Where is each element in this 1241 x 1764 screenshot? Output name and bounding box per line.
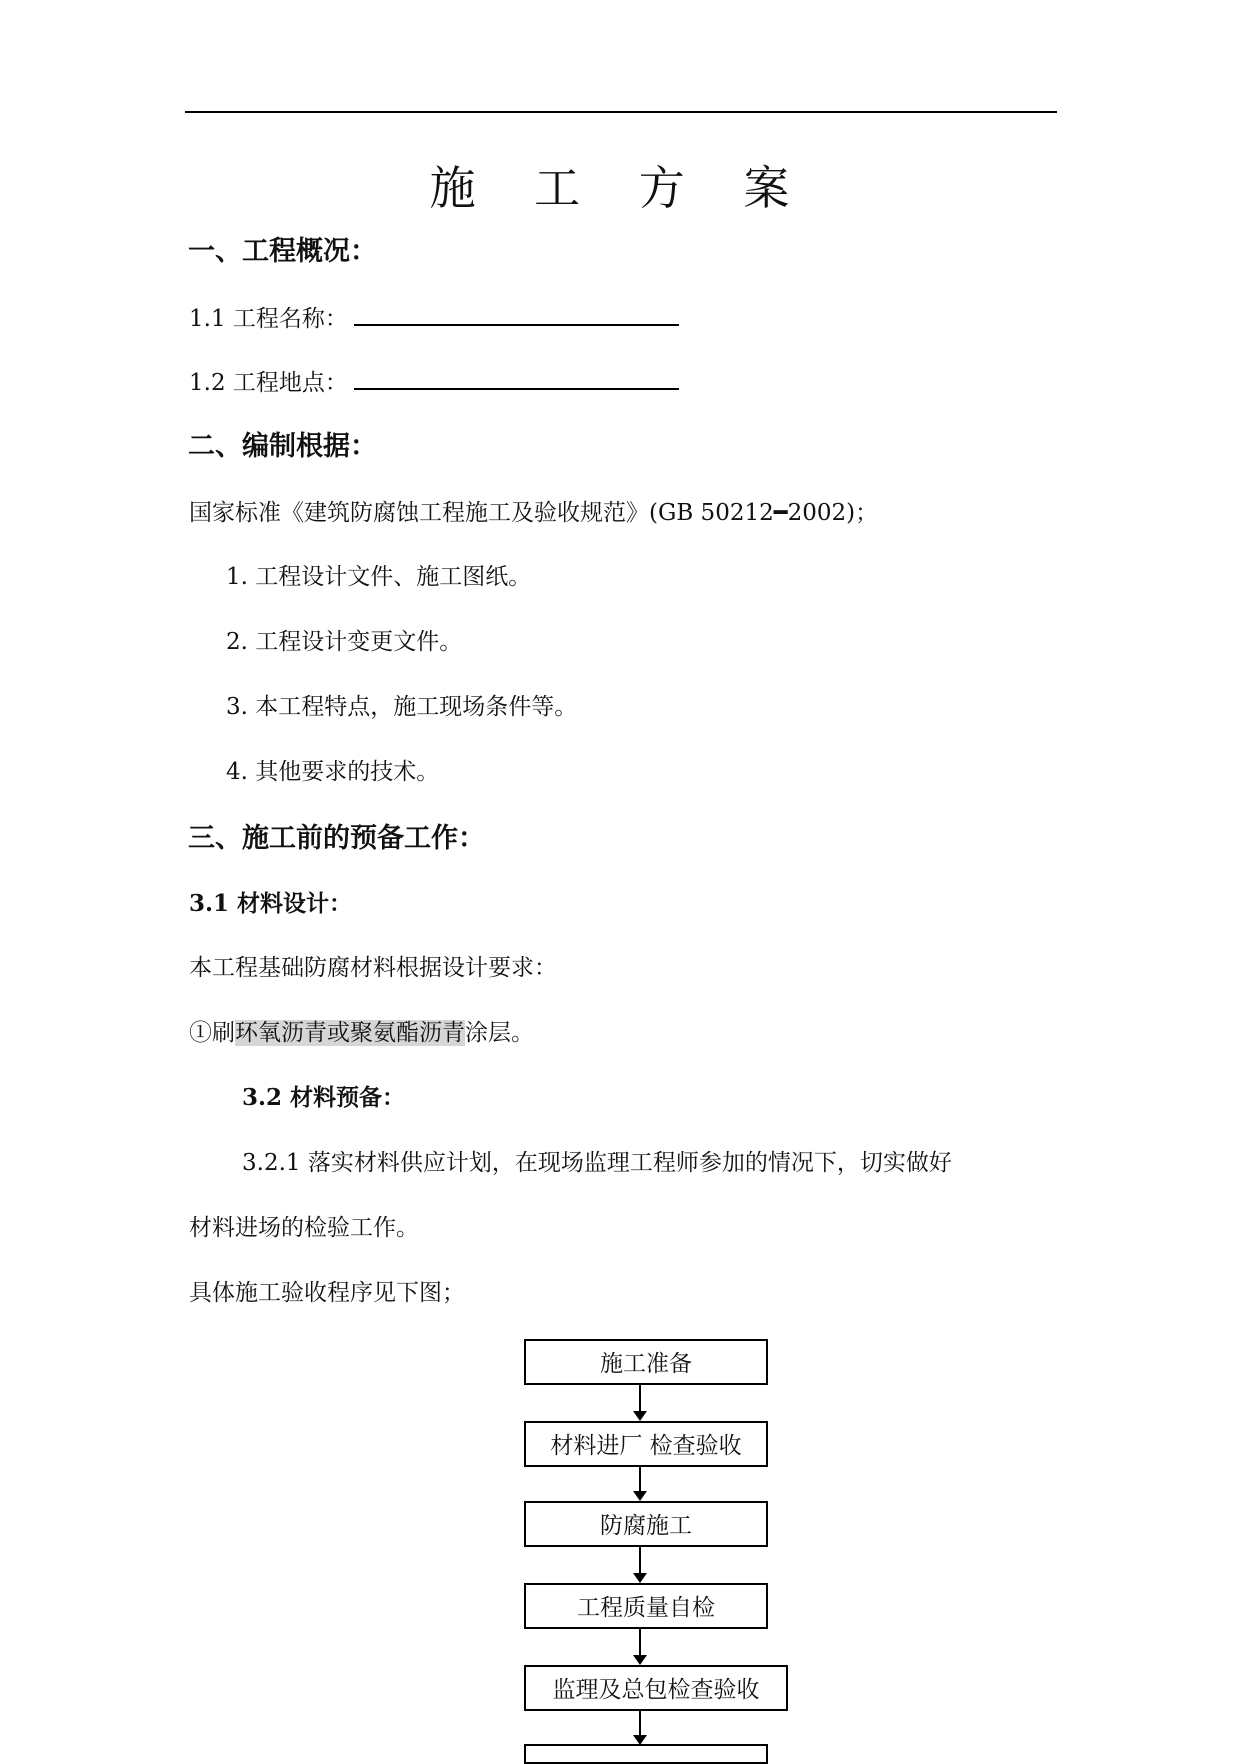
basis-item-2: 2. 工程设计变更文件。 xyxy=(226,629,463,655)
section-heading-preparation: 三、施工前的预备工作： xyxy=(188,823,485,854)
project-location-line xyxy=(189,364,679,397)
material-prep-line-2: 材料进场的检验工作。 xyxy=(189,1215,419,1241)
basis-item-1: 1. 工程设计文件、施工图纸。 xyxy=(226,564,532,590)
project-name-blank xyxy=(354,304,679,326)
material-prep-line-1: 3.2.1 落实材料供应计划，在现场监理工程师参加的情况下，切实做好 xyxy=(242,1150,952,1176)
flow-step-3: 防腐施工 xyxy=(524,1501,768,1547)
section-heading-basis: 二、编制根据： xyxy=(188,431,377,462)
flow-arrow-3 xyxy=(639,1547,641,1581)
flow-arrow-2 xyxy=(639,1467,641,1499)
material-design-text: 本工程基础防腐材料根据设计要求： xyxy=(189,955,557,981)
flow-intro: 具体施工验收程序见下图； xyxy=(189,1280,465,1306)
flow-arrow-4 xyxy=(639,1629,641,1663)
page-title: 施 工 方 案 xyxy=(429,161,812,215)
project-location-label: 1.2 工程地点： xyxy=(189,370,348,396)
flow-step-next-partial xyxy=(524,1744,768,1764)
flow-step-5: 监理及总包检查验收 xyxy=(524,1665,788,1711)
header-rule xyxy=(185,111,1057,113)
flow-step-1: 施工准备 xyxy=(524,1339,768,1385)
flow-arrow-1 xyxy=(639,1385,641,1419)
subsection-material-prep: 3.2 材料预备： xyxy=(242,1084,406,1111)
flow-step-4: 工程质量自检 xyxy=(524,1583,768,1629)
section-heading-overview: 一、工程概况： xyxy=(188,236,377,267)
basis-item-3: 3. 本工程特点，施工现场条件等。 xyxy=(226,694,578,720)
coating-highlight: 环氧沥青或聚氨酯沥青 xyxy=(235,1020,465,1046)
flow-arrow-5 xyxy=(639,1711,641,1743)
project-name-label: 1.1 工程名称： xyxy=(189,306,348,332)
standard-reference: 国家标准《建筑防腐蚀工程施工及验收规范》(GB 50212━2002)； xyxy=(189,500,879,526)
flow-step-2: 材料进厂 检查验收 xyxy=(524,1421,768,1467)
coating-prefix: ①刷 xyxy=(189,1020,235,1046)
coating-suffix: 涂层。 xyxy=(465,1020,534,1046)
basis-item-4: 4. 其他要求的技术。 xyxy=(226,759,440,785)
project-location-blank xyxy=(354,368,679,390)
coating-line xyxy=(189,1014,534,1047)
project-name-line xyxy=(189,300,679,333)
subsection-material-design: 3.1 材料设计： xyxy=(189,890,353,917)
